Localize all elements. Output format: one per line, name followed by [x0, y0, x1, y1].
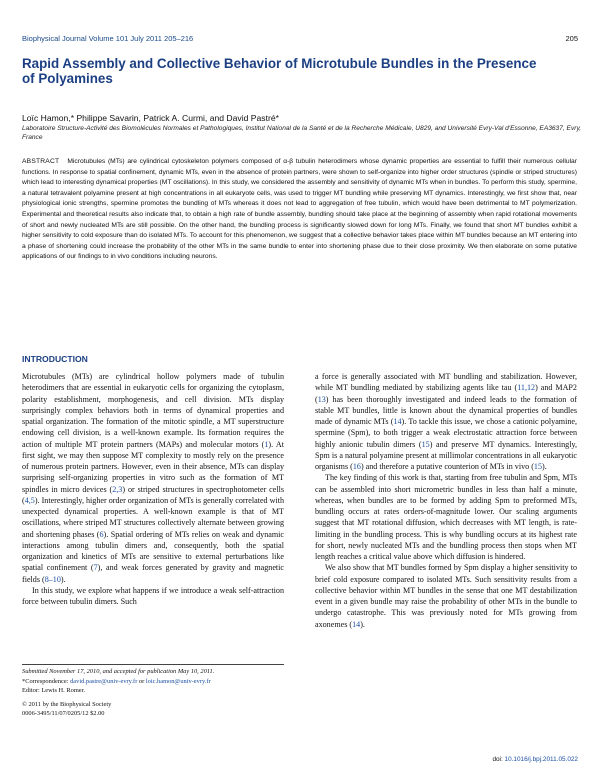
- issn: 0006-3495/11/07/0205/12 $2.00: [22, 710, 105, 718]
- abstract-label: ABSTRACT: [22, 158, 60, 165]
- citation-link[interactable]: 15: [421, 439, 430, 449]
- citation-link[interactable]: 7: [93, 563, 98, 573]
- submission-dates: Submitted November 17, 2010, and accepted for publication May 10, 2011.: [22, 668, 215, 675]
- article-title: Rapid Assembly and Collective Behavior of Microtubule Bundles in the Presence of Polyamines: [22, 56, 537, 86]
- author-list: Loïc Hamon,* Philippe Savarin, Patrick A. Curmi, and David Pastré*: [22, 113, 279, 123]
- citation-link[interactable]: 2,3: [112, 484, 123, 494]
- affiliation: Laboratoire Structure-Activité des Biomolécules Normales et Pathologiques, Institut National de la Santé et de la Recherche Médicale, U829, and Université Evry-Val d'Essonne, EA3637, Evry, France: [22, 125, 582, 141]
- left-column: [22, 371, 284, 607]
- doi-link[interactable]: 10.1016/j.bpj.2011.05.022: [504, 756, 578, 763]
- paragraph: In this study, we explore what happens if we introduce a weak self-attraction force between tubulin dimers. Such: [22, 585, 284, 606]
- citation-link[interactable]: 15: [533, 462, 542, 471]
- running-header: [22, 34, 578, 46]
- correspondence: *Correspondence: david.pastre@univ-evry.fr or loic.hamon@univ-evry.fr: [22, 677, 211, 685]
- citation-link[interactable]: 4,5: [24, 495, 35, 505]
- citation-link[interactable]: 1: [264, 439, 269, 449]
- abstract: [22, 157, 577, 263]
- citation-link[interactable]: 8–10: [44, 574, 61, 584]
- citation-link[interactable]: 14: [393, 417, 402, 426]
- email-link[interactable]: loic.hamon@univ-evry.fr: [145, 677, 211, 685]
- paragraph: a force is generally associated with MT bundling and stabilization. However, while MT bundling mediated by stabilizing agents like tau (11,12) and MAP2 (13) has been thoroughly investigated and indeed leads to the formation of stable MT bundles, little is known about the dynamical properties of bundles made of dynamic MTs (14). To tackle this issue, we chose a cationic polyamine, spermine (Spm), to both trigger a weak electrostatic attraction force between highly anionic tubulin dimers (15) and preserve MT dynamics. Interestingly, Spm is a natural polyamine present at millimolar concentrations in all eukaryotic organisms (16) and therefore a putative counterion of MTs in vivo (15).: [315, 372, 577, 471]
- email-link[interactable]: david.pastre@univ-evry.fr: [70, 677, 138, 685]
- paragraph: Microtubules (MTs) are cylindrical hollow polymers made of tubulin heterodimers that are essential in eukaryotic cells for organizing the cytoplasm, polarity establishment, morphogenesis, and cell division. MTs display surprisingly complex behaviors both in terms of dynamical properties and spatial organization. The formation of the mitotic spindle, a MT superstructure endowing cell division, is a well-known example. Its formation requires the action of multiple MT protein partners (MAPs) and molecular motors (1). At first sight, we may then suppose MT complexity to mostly rely on the presence of numerous protein partners. However, even in their absence, MTs can display surprising self-organizing properties in vitro such as the formation of MT spindles in micro devices (2,3) or striped structures in spectrophotometer cells (4,5). Interestingly, higher order organization of MTs is generally correlated with unexpected dynamical properties. A well-known example is that of MT oscillations, where striped MT structures collectively alternate between growing and shortening phases (6). Spatial ordering of MTs relies on weak and dynamic interactions among tubulin dimers and, consequently, both the spatial organization and kinetics of MTs are sensitive to external perturbations like spatial confinement (7), and weak forces generated by gravity and magnetic fields (8–10).: [22, 372, 285, 584]
- page-number: 205: [565, 34, 578, 43]
- doi: doi: 10.1016/j.bpj.2011.05.022: [492, 756, 578, 763]
- footnotes: [22, 667, 284, 719]
- right-column: [315, 371, 577, 630]
- paragraph: We also show that MT bundles formed by Spm display a higher sensitivity to brief cold exposure compared to isolated MTs. Such sensitivity results from a collective behavior within MT bundles in the sense that one MT destabilization event in a given bundle may raise the probability of other MTs in the bundle to undergo catastrophe. This was previously noted for MTs growing from axonemes (14).: [315, 563, 577, 629]
- citation-link[interactable]: 13: [317, 394, 326, 404]
- copyright: © 2011 by the Biophysical Society: [22, 700, 112, 708]
- editor: Editor: Lewis H. Romer.: [22, 687, 86, 695]
- footnote-divider: [22, 664, 284, 665]
- citation-link[interactable]: 6: [99, 529, 104, 539]
- abstract-text: Microtubules (MTs) are cylindrical cytoskeleton polymers composed of α-β tubulin heterodimers whose dynamic properties are essential to fulfill their numerous cellular functions. In response to spatial confinement, dynamic MTs, even in the absence of protein partners, were shown to self-organize into higher order structures (spindle or striped structures) which lead to interesting dynamical properties (MT oscillations). In this study, we considered the assembly and sensitivity of dynamic MTs when in bundles. To perform this study, spermine, a natural tetravalent polyamine present at high concentrations in all eukaryote cells, was used to trigger MT bundling while preserving MT dynamics. Interestingly, we first show that, near physiological ionic strengths, spermine promotes the bundling of MTs whereas it does not lead to aggregation of free tubulin, which would have been detrimental to MT polymerization. Experimental and theoretical results also indicate that, to obtain a high rate of bundle assembly, bundling should take place at the beginning of assembly when rapid rotational movements of short and newly nucleated MTs are still possible. On the other hand, the bundling process is significantly slowed down for long MTs. Finally, we found that short MT bundles exhibit a higher sensitivity to cold exposure than do isolated MTs. To account for this phenomenon, we suggest that a collective behavior takes place within MT bundles because an MT entering into a phase of shortening could increase the probability of the other MTs in the same bundle to enter into shortening phase due to their close proximity. We then elaborate on some putative applications of our findings to in vivo conditions including neurons.: [22, 158, 577, 261]
- journal-citation[interactable]: Biophysical Journal Volume 101 July 2011 205–216: [22, 34, 194, 43]
- citation-link[interactable]: 14: [352, 619, 361, 629]
- paragraph: The key finding of this work is that, starting from free tubulin and Spm, MTs can be assembled into short micrometric bundles in less than half a minute, whereas, when bundles are to be formed by adding Spm to preformed MTs, bundling occurs at rates orders-of-magnitude lower. Our scaling arguments suggest that MT rotational diffusion, which decreases with MT length, is rate-limiting in the bundling process. This is why bundling occurs at its highest rate for short, newly nucleated MTs and the bundling process then stops when MT length reaches a critical value above which diffusion is hindered.: [315, 473, 577, 561]
- section-heading-introduction: INTRODUCTION: [22, 354, 88, 364]
- citation-link[interactable]: 11,12: [517, 383, 536, 393]
- citation-link[interactable]: 16: [352, 462, 361, 471]
